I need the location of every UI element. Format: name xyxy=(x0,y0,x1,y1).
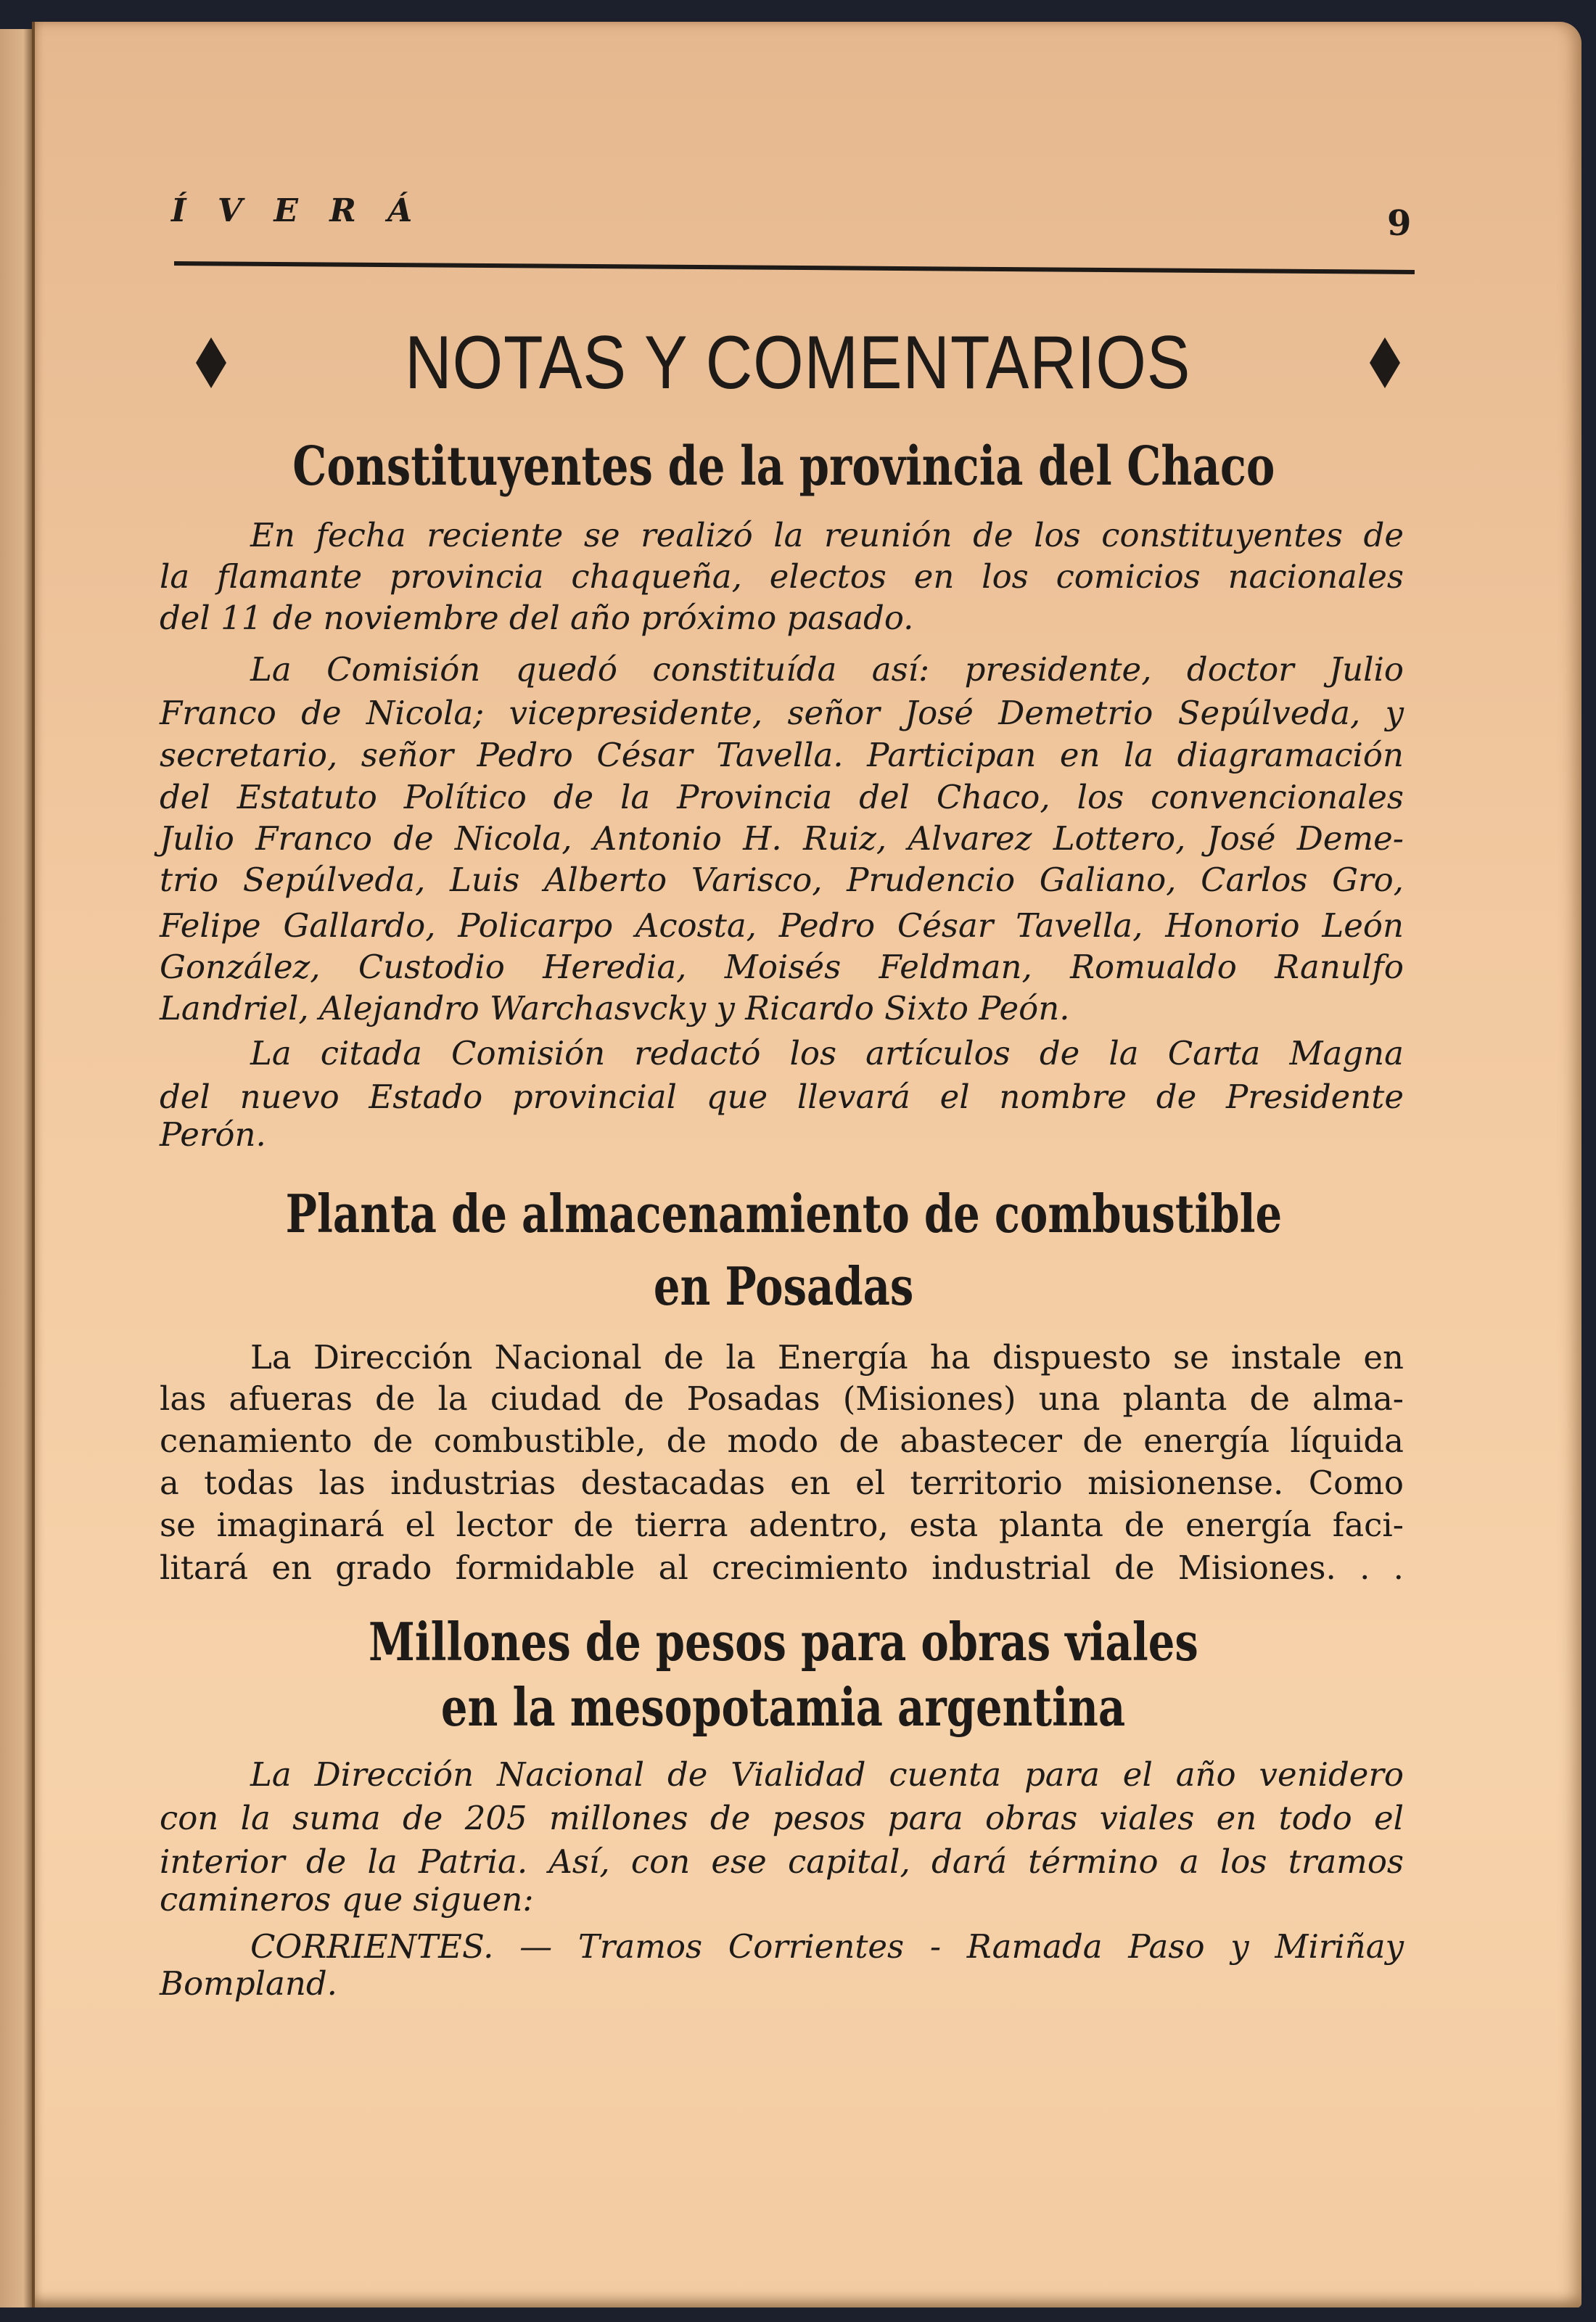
article-heading xyxy=(160,1255,1407,1317)
body-line: La Dirección Nacional de Vialidad cuenta para el año venidero xyxy=(250,1755,1404,1794)
article-heading-line: Millones de pesos para obras viales xyxy=(369,1611,1198,1673)
body-line: interior de la Patria. Así, con ese capital, dará término a los tramos xyxy=(160,1842,1404,1881)
body-line: Julio Franco de Nicola, Antonio H. Ruiz, Alvarez Lottero, José Deme- xyxy=(160,819,1404,858)
section-title xyxy=(196,319,1400,406)
article-heading-line: Constituyentes de la provincia del Chaco xyxy=(292,435,1275,498)
body-line: Perón. xyxy=(160,1115,266,1154)
page-number: 9 xyxy=(1387,203,1412,244)
diamond-icon xyxy=(1370,337,1400,388)
body-line: La citada Comisión redactó los artículos de la Carta Magna xyxy=(250,1034,1404,1072)
article-heading xyxy=(160,1183,1407,1244)
body-line: Bompland. xyxy=(160,1964,337,2003)
body-line: del 11 de noviembre del año próximo pasado. xyxy=(160,599,914,637)
article-heading-line: en Posadas xyxy=(653,1255,914,1317)
running-header-title: Í V E R Á xyxy=(171,192,423,229)
body-line: cenamiento de combustible, de modo de abastecer de energía líquida xyxy=(160,1421,1404,1460)
body-line: se imaginará el lector de tierra adentro, esta planta de energía faci- xyxy=(160,1506,1404,1544)
body-line: En fecha reciente se realizó la reunión de los constituyentes de xyxy=(250,516,1404,554)
body-line: González, Custodio Heredia, Moisés Feldman, Romualdo Ranulfo xyxy=(160,948,1404,986)
article-heading-line: Planta de almacenamiento de combustible xyxy=(285,1183,1282,1244)
body-line: del nuevo Estado provincial que llevará el nombre de Presidente xyxy=(160,1078,1404,1116)
body-line: del Estatuto Político de la Provincia del Chaco, los convencionales xyxy=(160,778,1404,816)
body-line: Felipe Gallardo, Policarpo Acosta, Pedro César Tavella, Honorio León xyxy=(160,906,1404,945)
body-line: CORRIENTES. — Tramos Corrientes - Ramada Paso y Miriñay xyxy=(250,1927,1404,1966)
body-line: a todas las industrias destacadas en el territorio misionense. Como xyxy=(160,1464,1404,1502)
article-heading xyxy=(160,1676,1407,1738)
body-line: La Comisión quedó constituída así: presidente, doctor Julio xyxy=(250,650,1404,689)
body-line: secretario, señor Pedro César Tavella. Participan en la diagramación xyxy=(160,736,1404,774)
diamond-icon xyxy=(196,337,226,388)
body-line: camineros que siguen: xyxy=(160,1880,534,1919)
body-line: Franco de Nicola; vicepresidente, señor José Demetrio Sepúlveda, y xyxy=(160,694,1404,732)
adjacent-page-edge xyxy=(0,29,33,2307)
body-line: Landriel, Alejandro Warchasvcky y Ricardo Sixto Peón. xyxy=(160,989,1070,1027)
page-binding xyxy=(32,22,35,2307)
section-title-text: NOTAS Y COMENTARIOS xyxy=(405,320,1191,405)
body-line: las afueras de la ciudad de Posadas (Misiones) una planta de alma- xyxy=(160,1379,1404,1418)
body-line: La Dirección Nacional de la Energía ha dispuesto se instale en xyxy=(250,1338,1404,1377)
article-heading xyxy=(160,1611,1407,1673)
body-line: litará en grado formidable al crecimiento industrial de Misiones. . . xyxy=(160,1548,1404,1587)
body-line: con la suma de 205 millones de pesos para obras viales en todo el xyxy=(160,1799,1404,1837)
article-heading-line: en la mesopotamia argentina xyxy=(441,1676,1126,1738)
body-line: la flamante provincia chaqueña, electos en los comicios nacionales xyxy=(160,557,1404,596)
body-line: trio Sepúlveda, Luis Alberto Varisco, Prudencio Galiano, Carlos Gro, xyxy=(160,861,1404,899)
article-heading xyxy=(160,435,1407,498)
